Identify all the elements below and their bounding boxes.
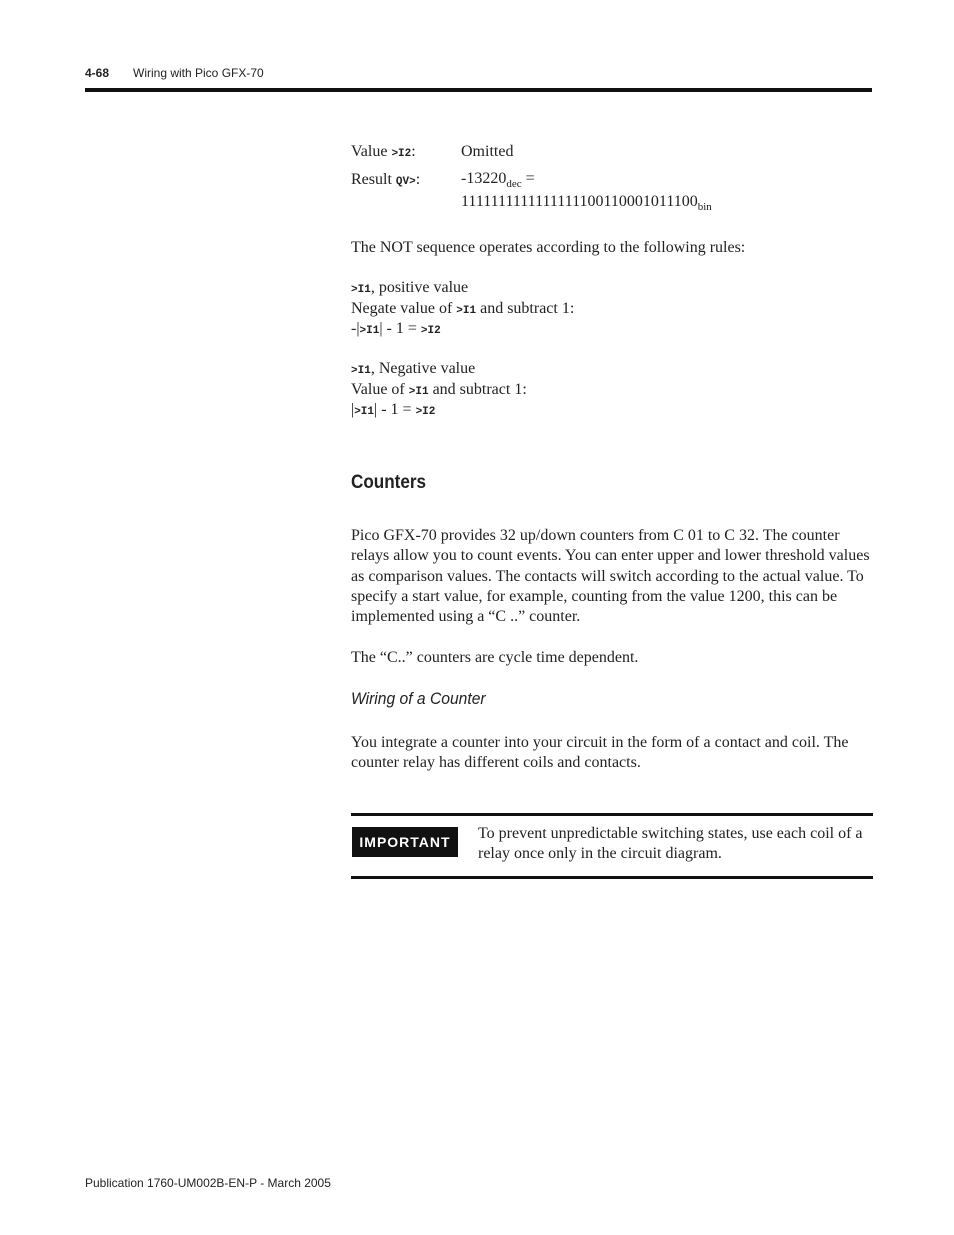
important-text: To prevent unpredictable switching states, use each coil of a relay once only in the circuit diagram. bbox=[478, 825, 863, 862]
rule-positive-formula: -|>I1| - 1 = >I2 bbox=[351, 320, 441, 337]
important-badge: IMPORTANT bbox=[352, 827, 458, 857]
header-rule bbox=[85, 88, 872, 92]
page-number: 4-68 bbox=[85, 66, 110, 80]
counters-paragraph: Pico GFX-70 provides 32 up/down counters from C 01 to C 32. The counter relays allow you to count events. You can enter upper and lower threshold values as comparison values. The contacts will switch according to the actual value. To specify a start value, for example, counting from the value 1200, this can be implemented using a “C ..” counter. bbox=[351, 527, 870, 626]
not-intro: The NOT sequence operates according to the following rules: bbox=[351, 239, 746, 256]
subsection-heading: Wiring of a Counter bbox=[351, 689, 486, 708]
publication-footer: Publication 1760-UM002B-EN-P - March 2005 bbox=[85, 1176, 331, 1190]
rule-negative-formula: |>I1| - 1 = >I2 bbox=[351, 401, 436, 418]
important-bottom-rule bbox=[351, 876, 873, 879]
result-decimal: $-13220_{dec}$ = bbox=[461, 170, 535, 190]
rule-positive-desc: Negate value of >I1 and subtract 1: bbox=[351, 300, 575, 317]
value-text: Omitted bbox=[461, 143, 514, 160]
result-binary: $1111111111111111100110001011100_{bin}$ bbox=[461, 193, 712, 213]
rule-positive-title: >I1, positive value bbox=[351, 279, 469, 296]
result-label: Result QV>: bbox=[351, 171, 421, 188]
chapter-title: Wiring with Pico GFX-70 bbox=[133, 66, 264, 80]
cycle-time-paragraph: The “C..” counters are cycle time dependent. bbox=[351, 649, 639, 666]
rule-negative-title: >I1, Negative value bbox=[351, 360, 476, 377]
wiring-paragraph: You integrate a counter into your circuit in the form of a contact and coil. The counter relay has different coils and contacts. bbox=[351, 734, 849, 772]
value-label: Value >I2: bbox=[351, 143, 416, 160]
important-top-rule bbox=[351, 813, 873, 816]
section-heading: Counters bbox=[351, 472, 427, 493]
rule-negative-desc: Value of >I1 and subtract 1: bbox=[351, 381, 527, 398]
